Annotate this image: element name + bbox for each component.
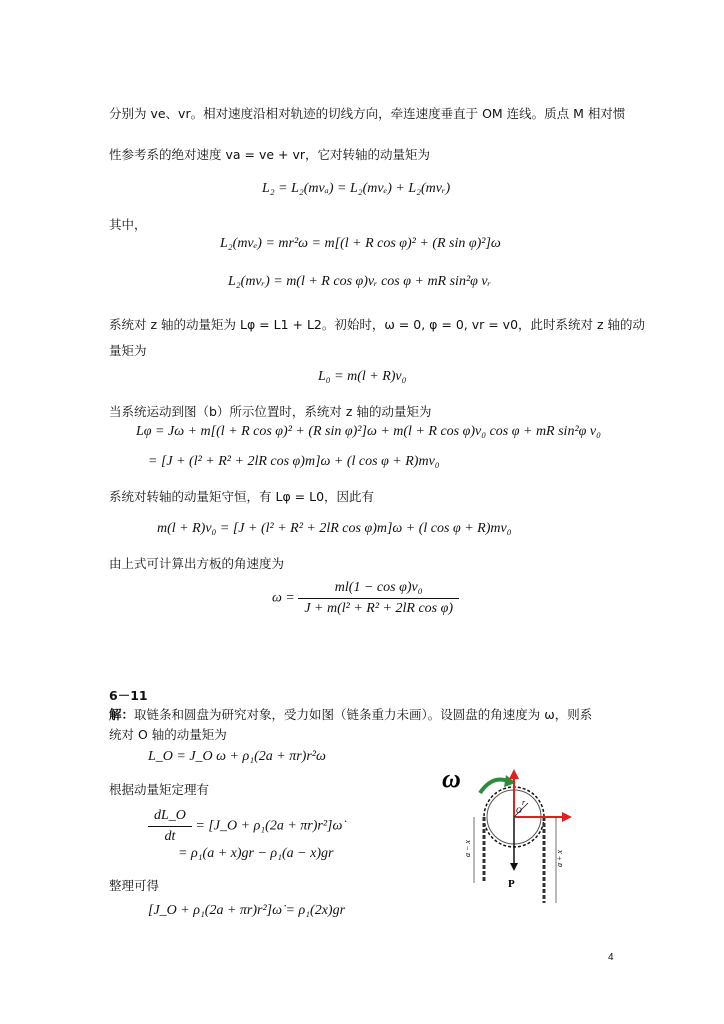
weight-arrowhead [510, 863, 518, 871]
paragraph-line: 分别为 ve、vr。相对速度沿相对轨迹的切线方向，牵连速度垂直于 OM 连线。质点 M 相对惯 [109, 106, 626, 121]
equation: L_O = J_O ω + ρ₁(2a + πr)r²ω [148, 749, 326, 764]
numerator: ml(1 − cos φ)v₀ [298, 580, 459, 599]
equation: m(l + R)v₀ = [J + (l² + R² + 2lR cos φ)m]ω + (l cos φ + R)mv₀ [157, 521, 512, 536]
paragraph-line: 系统对转轴的动量矩守恒，有 Lφ = L0，因此有 [109, 489, 375, 504]
o-label: O [516, 806, 522, 815]
denominator: dt [164, 829, 176, 844]
paragraph-line: 根据动量矩定理有 [109, 782, 210, 797]
right-dimension-label: a + x [555, 850, 564, 867]
paragraph-text: 取链条和圆盘为研究对象，受力如图（链条重力未画）。设圆盘的角速度为 ω，则系 [134, 707, 593, 722]
numerator: dL_O [148, 808, 192, 827]
equation-right: = [J_O + ρ₁(2a + πr)r²]ω̇ [195, 818, 343, 834]
page-number: 4 [608, 952, 614, 963]
equation: L₀ = m(l + R)v₀ [318, 369, 407, 384]
equation: L₂(mvₑ) = mr²ω = m[(l + R cos φ)² + (R sin φ)²]ω [220, 236, 501, 251]
equation-left: ω = [272, 590, 295, 606]
chain-disk-figure [440, 765, 580, 913]
paragraph-line: 当系统运动到图（b）所示位置时，系统对 z 轴的动量矩为 [109, 404, 432, 419]
solve-label: 解： [109, 707, 135, 722]
equation: L₂(mvᵣ) = m(l + R cos φ)vᵣ cos φ + mR sin²φ vᵣ [228, 274, 492, 289]
omega-label: ω [442, 765, 461, 793]
equation: Lφ = Jω + m[(l + R cos φ)² + (R sin φ)²]ω + m(l + R cos φ)v₀ cos φ + mR sin²φ v₀ [136, 424, 601, 439]
omega-rotation-arrow [480, 780, 508, 794]
fraction [298, 580, 459, 617]
paragraph-line: 性参考系的绝对速度 va = ve + vr，它对转轴的动量矩为 [109, 147, 430, 162]
r-label: r [522, 798, 526, 807]
equation: [J_O + ρ₁(2a + πr)r²]ω̇ = ρ₁(2x)gr [148, 903, 346, 918]
equation: = ρ₁(a + x)gr − ρ₁(a − x)gr [178, 846, 334, 861]
paragraph-line: 整理可得 [109, 878, 160, 893]
paragraph-line [109, 705, 592, 723]
equation: = [J + (l² + R² + 2lR cos φ)m]ω + (l cos φ + R)mv₀ [148, 454, 440, 469]
p-label: P [508, 878, 515, 890]
equation: L₂ = L₂(mvₐ) = L₂(mvₑ) + L₂(mvᵣ) [262, 181, 451, 196]
paragraph-line: 统对 O 轴的动量矩为 [109, 727, 227, 742]
equation-fraction [272, 580, 459, 617]
paragraph-line: 其中， [109, 217, 147, 232]
paragraph-line: 系统对 z 轴的动量矩为 Lφ = L1 + L2。初始时，ω = 0, φ = 0, vr = v0，此时系统对 z 轴的动 [109, 317, 646, 332]
paragraph-line: 量矩为 [109, 343, 147, 358]
fraction [148, 808, 192, 845]
equation-fraction [148, 808, 342, 845]
problem-number: 6－11 [109, 688, 148, 703]
left-dimension-label: a − x [463, 840, 472, 857]
reaction-horizontal-arrowhead [562, 812, 572, 822]
reaction-vertical-arrowhead [509, 769, 519, 779]
paragraph-line: 由上式可计算出方板的角速度为 [109, 556, 285, 571]
denominator: J + m(l² + R² + 2lR cos φ) [304, 601, 454, 616]
